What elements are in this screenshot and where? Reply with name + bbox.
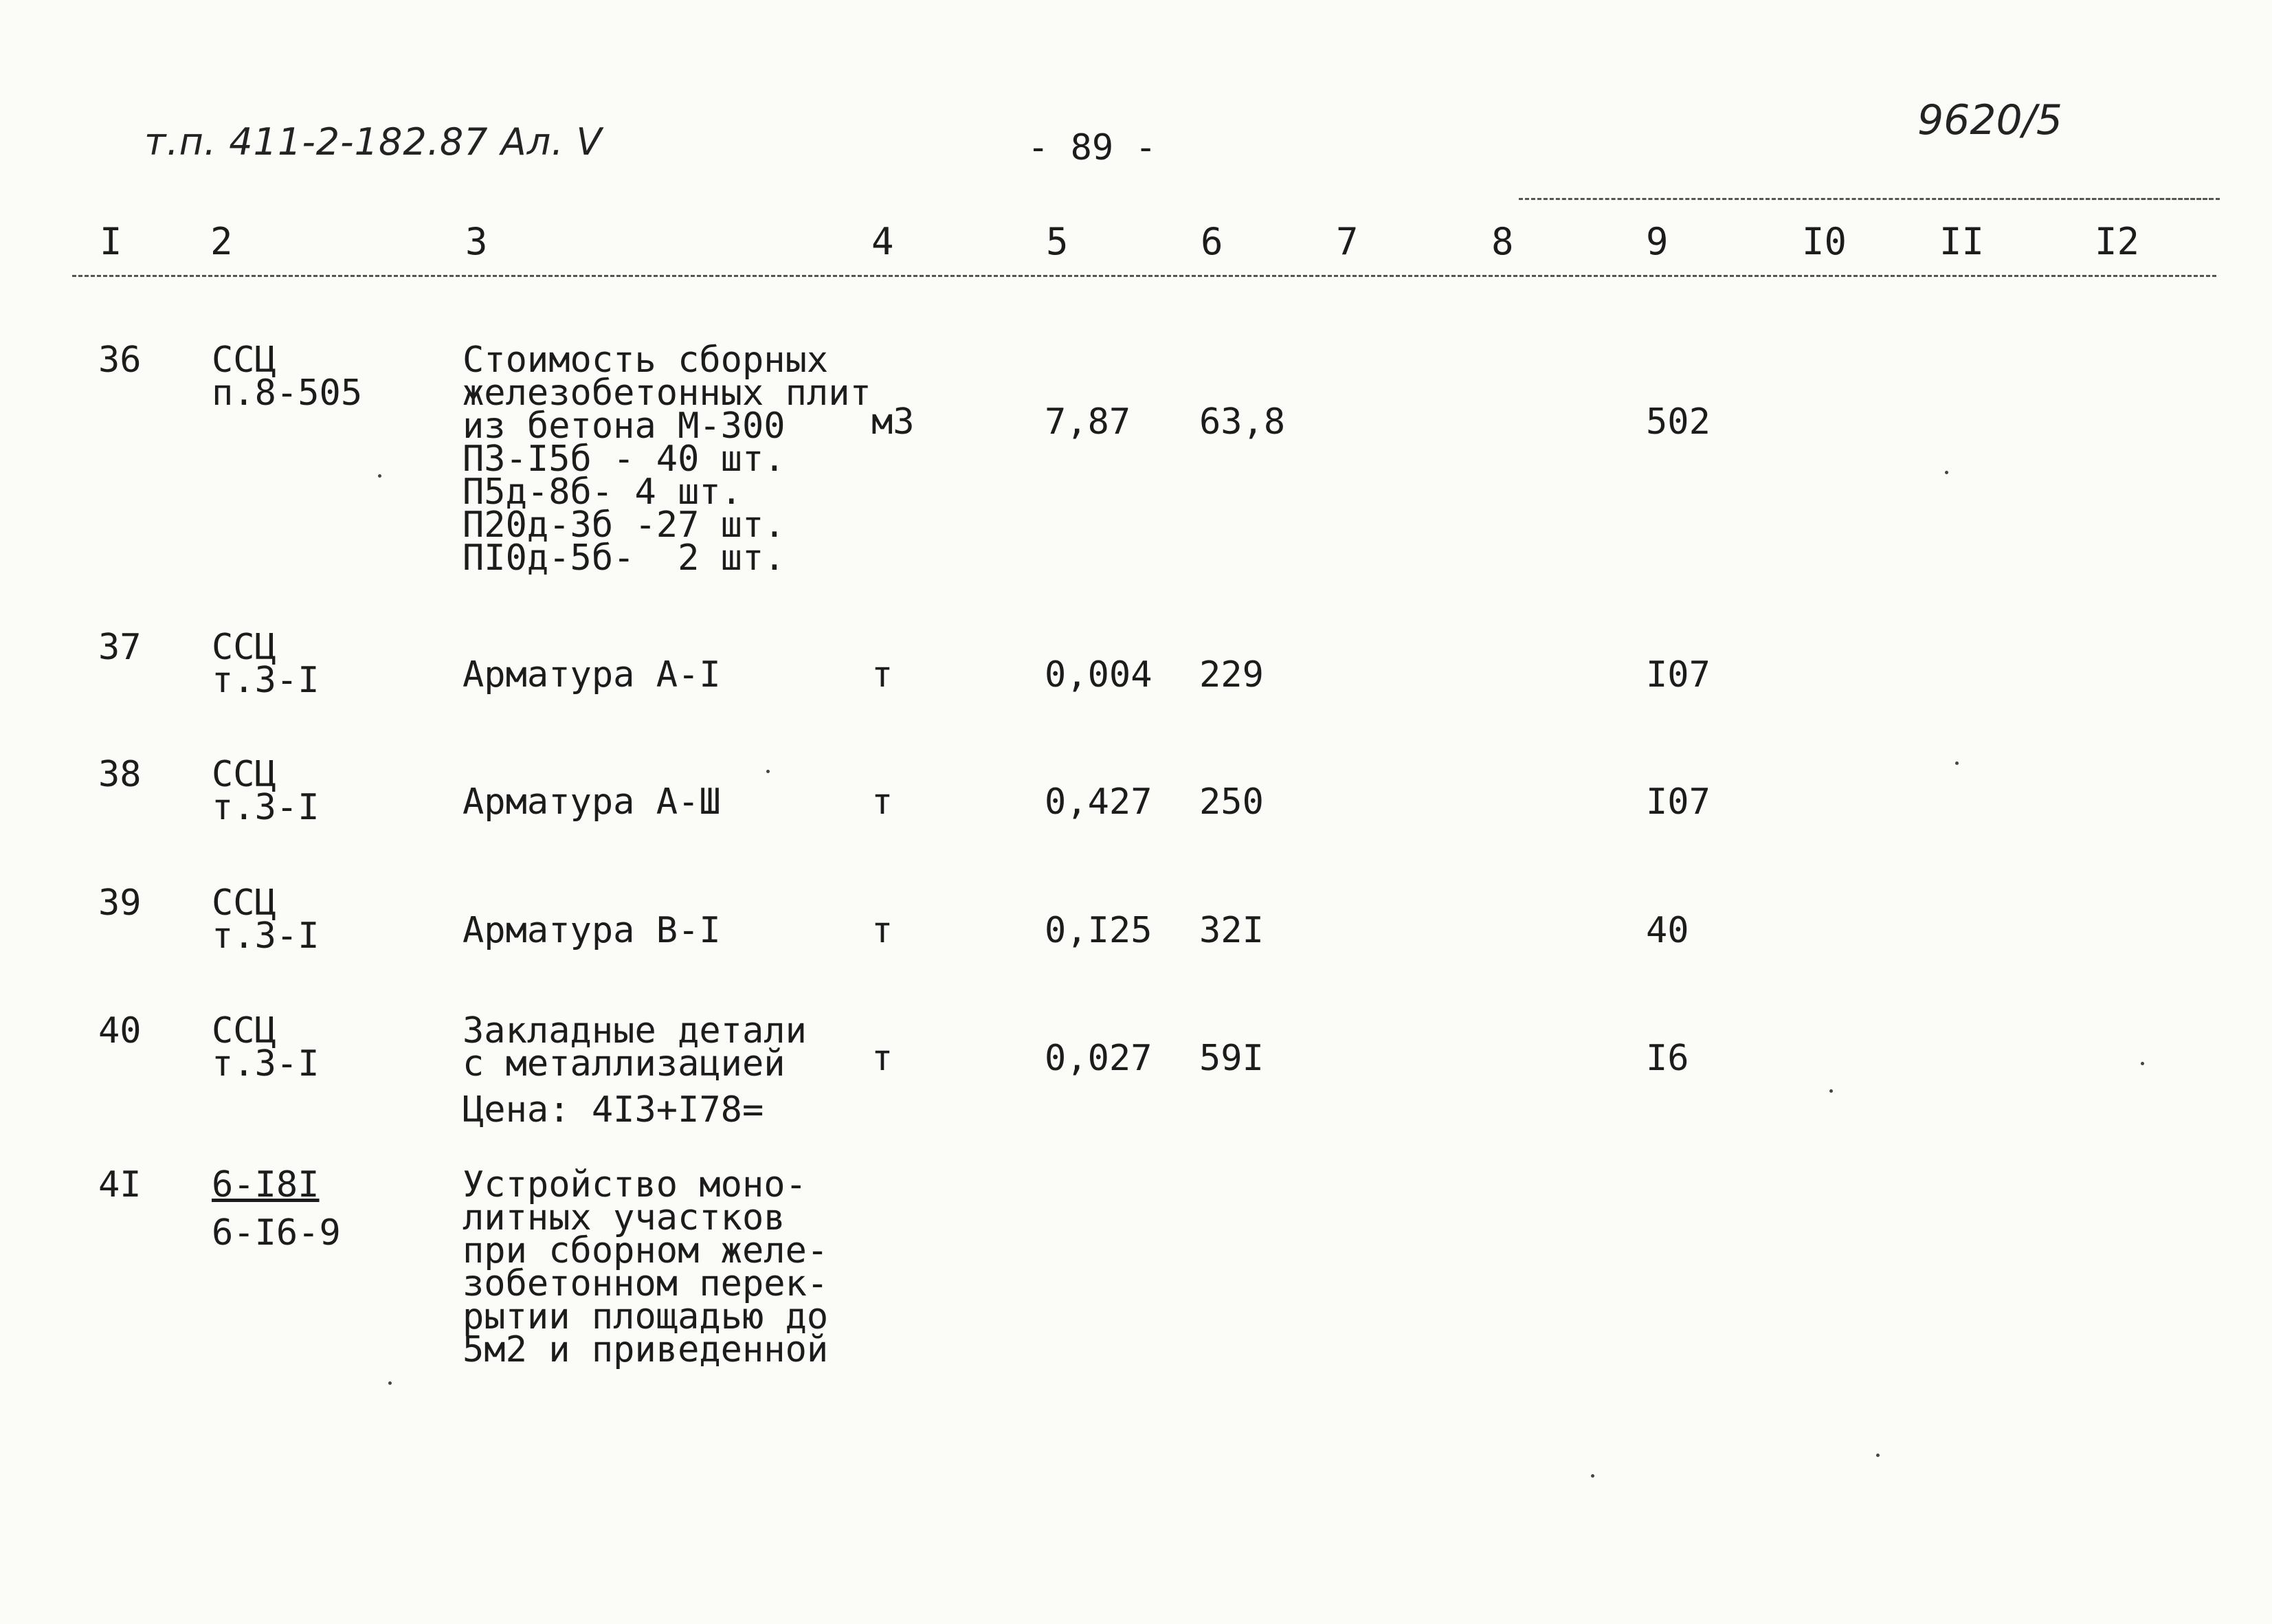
- column-header-11: II: [1939, 220, 1985, 263]
- unit-price: 63,8: [1199, 401, 1286, 443]
- price-code: ССЦ т.3-I: [212, 627, 320, 701]
- scan-speck: [1876, 1454, 1880, 1457]
- column-header-6: 6: [1201, 220, 1223, 263]
- column-header-10: I0: [1802, 220, 1847, 263]
- column-header-12: I2: [2095, 220, 2140, 263]
- unit: т: [871, 910, 893, 951]
- unit: т: [871, 1038, 893, 1079]
- unit-price: 250: [1199, 781, 1264, 823]
- scan-speck: [378, 474, 381, 478]
- column-header-1: I: [100, 220, 122, 263]
- scan-speck: [1591, 1474, 1594, 1478]
- unit: т: [871, 781, 893, 823]
- price-code: ССЦ т.3-I: [212, 882, 320, 957]
- scan-speck: [388, 1381, 392, 1385]
- unit-price: 32I: [1199, 910, 1264, 951]
- price-code-primary: 6-I8I: [212, 1164, 320, 1205]
- price-note: Цена: 4I3+I78=: [463, 1089, 764, 1131]
- price-code: ССЦ т.3-I: [212, 754, 320, 828]
- row-number: 40: [98, 1010, 142, 1052]
- price-code-secondary: 6-I6-9: [212, 1212, 341, 1254]
- column-header-7: 7: [1336, 220, 1359, 263]
- row-number: 4I: [98, 1164, 142, 1205]
- archive-number: 9620/5: [1917, 96, 2063, 144]
- item-name: Арматура В-I: [463, 910, 721, 951]
- unit-price: 229: [1199, 654, 1264, 696]
- total: 40: [1646, 910, 1689, 951]
- total: 502: [1646, 401, 1711, 443]
- quantity: 0,004: [1045, 654, 1152, 696]
- unit: т: [871, 654, 893, 696]
- total: I6: [1646, 1038, 1689, 1079]
- unit-price: 59I: [1199, 1038, 1264, 1079]
- item-name: Арматура А-Ш: [463, 781, 721, 823]
- scan-speck: [766, 770, 770, 773]
- price-code: ССЦ п.8-505: [212, 340, 363, 414]
- total: I07: [1646, 654, 1711, 696]
- row-number: 39: [98, 882, 142, 924]
- price-code: ССЦ т.3-I: [212, 1010, 320, 1084]
- row-number: 38: [98, 754, 142, 795]
- item-name: Закладные детали с металлизацией: [463, 1010, 807, 1084]
- header-rule-top-right: [1938, 198, 2213, 200]
- column-header-5: 5: [1046, 220, 1069, 263]
- column-header-9: 9: [1646, 220, 1669, 263]
- quantity: 0,I25: [1045, 910, 1152, 951]
- item-name: Арматура А-I: [463, 654, 721, 696]
- row-number: 36: [98, 340, 142, 381]
- quantity: 0,427: [1045, 781, 1152, 823]
- scan-speck: [1945, 471, 1948, 474]
- column-header-8: 8: [1491, 220, 1514, 263]
- quantity: 0,027: [1045, 1038, 1152, 1079]
- column-header-4: 4: [871, 220, 894, 263]
- item-name: Стоимость сборных железобетонных плит из бетона М-300 П3-I5б - 40 шт. П5д-8б- 4 шт. П20д-3б -27 шт. ПI0д-5б- 2 шт.: [463, 340, 871, 579]
- column-header-3: 3: [465, 220, 488, 263]
- scan-speck: [2141, 1062, 2144, 1065]
- scan-speck: [1829, 1089, 1833, 1093]
- quantity: 7,87: [1045, 401, 1131, 443]
- document-code: т.п. 411-2-182.87 Ал. V: [144, 120, 603, 164]
- unit: м3: [871, 401, 915, 443]
- total: I07: [1646, 781, 1711, 823]
- page-number: - 89 -: [1027, 127, 1157, 168]
- column-header-2: 2: [210, 220, 233, 263]
- scan-speck: [1955, 761, 1959, 765]
- item-name: Устройство моно- литных участков при сборном желе- зобетонном перек- рытии площадью до 5м2 и приведенной: [463, 1164, 829, 1370]
- row-number: 37: [98, 627, 142, 668]
- column-header-rule: [72, 275, 2216, 277]
